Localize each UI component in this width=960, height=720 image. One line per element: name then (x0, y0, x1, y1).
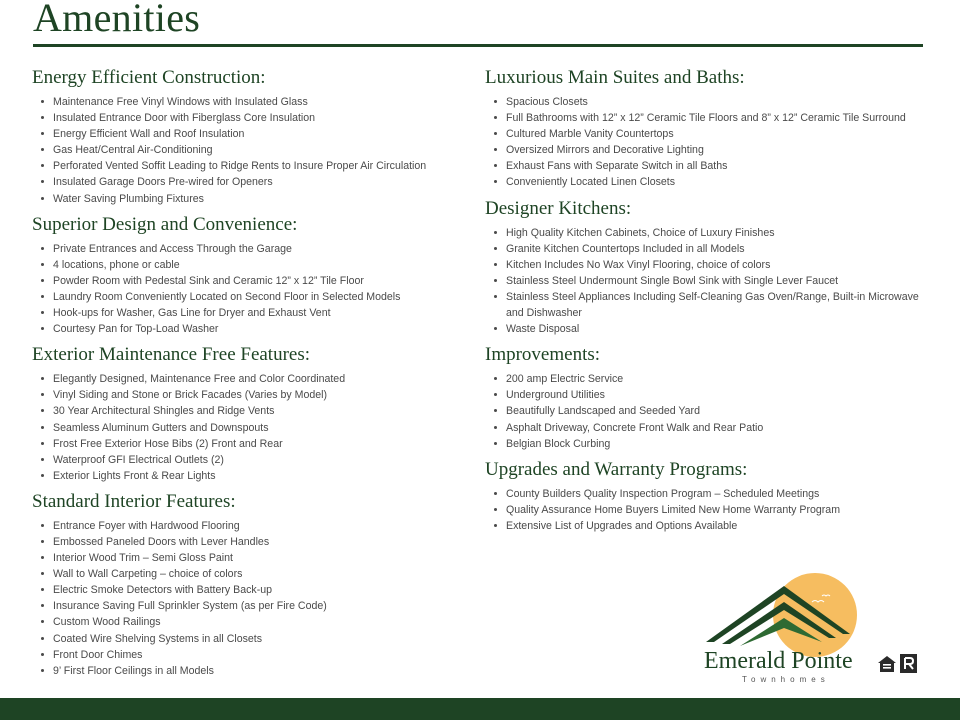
amenity-section (32, 343, 452, 484)
section-heading: Upgrades and Warranty Programs: (485, 458, 748, 480)
section-heading: Standard Interior Features: (32, 490, 236, 512)
amenity-list (485, 225, 925, 338)
logo-name: Emerald Pointe (704, 648, 853, 674)
list-item: Granite Kitchen Countertops Included in all Models (485, 241, 925, 257)
list-item: Water Saving Plumbing Fixtures (32, 191, 452, 207)
amenity-list (32, 94, 452, 207)
amenity-section (485, 66, 925, 191)
list-item: Frost Free Exterior Hose Bibs (2) Front and Rear (32, 436, 452, 452)
list-item: Electric Smoke Detectors with Battery Back-up (32, 582, 452, 598)
list-item: Extensive List of Upgrades and Options Available (485, 518, 925, 534)
amenity-list (32, 241, 452, 338)
list-item: Entrance Foyer with Hardwood Flooring (32, 518, 452, 534)
list-item: 9’ First Floor Ceilings in all Models (32, 663, 452, 679)
list-item: Coated Wire Shelving Systems in all Closets (32, 631, 452, 647)
logo-subtitle: Townhomes (742, 675, 830, 684)
list-item: Spacious Closets (485, 94, 925, 110)
amenity-section (485, 343, 925, 451)
list-item: Interior Wood Trim – Semi Gloss Paint (32, 550, 452, 566)
list-item: Oversized Mirrors and Decorative Lighting (485, 142, 925, 158)
list-item: Stainless Steel Undermount Single Bowl Sink with Single Lever Faucet (485, 273, 925, 289)
amenity-list (485, 371, 925, 451)
list-item: Front Door Chimes (32, 647, 452, 663)
right-column (485, 66, 925, 540)
list-item: Seamless Aluminum Gutters and Downspouts (32, 420, 452, 436)
realtor-icon (900, 654, 917, 673)
amenity-list (32, 371, 452, 484)
list-item: County Builders Quality Inspection Program – Scheduled Meetings (485, 486, 925, 502)
amenity-section (32, 213, 452, 338)
list-item: Insulated Entrance Door with Fiberglass Core Insulation (32, 110, 452, 126)
list-item: Powder Room with Pedestal Sink and Ceramic 12” x 12” Tile Floor (32, 273, 452, 289)
list-item: Underground Utilities (485, 387, 925, 403)
section-heading: Energy Efficient Construction: (32, 67, 266, 88)
left-column (32, 66, 452, 685)
amenity-list (32, 518, 452, 679)
list-item: Full Bathrooms with 12” x 12” Ceramic Tile Floors and 8” x 12” Ceramic Tile Surround (485, 110, 925, 126)
list-item: Hook-ups for Washer, Gas Line for Dryer and Exhaust Vent (32, 305, 452, 321)
list-item: Belgian Block Curbing (485, 436, 925, 452)
list-item: Private Entrances and Access Through the Garage (32, 241, 452, 257)
list-item: Stainless Steel Appliances Including Self-Cleaning Gas Oven/Range, Built-in Microwave and Dishwasher (485, 289, 925, 321)
list-item: Waterproof GFI Electrical Outlets (2) (32, 452, 452, 468)
amenity-section (32, 490, 452, 679)
section-heading: Luxurious Main Suites and Baths: (485, 67, 745, 88)
list-item: Elegantly Designed, Maintenance Free and Color Coordinated (32, 371, 452, 387)
list-item: Waste Disposal (485, 321, 925, 337)
list-item: Exhaust Fans with Separate Switch in all Baths (485, 158, 925, 174)
list-item: Wall to Wall Carpeting – choice of colors (32, 566, 452, 582)
list-item: Asphalt Driveway, Concrete Front Walk and Rear Patio (485, 420, 925, 436)
title-divider (33, 44, 923, 47)
section-heading: Designer Kitchens: (485, 197, 632, 219)
list-item: Embossed Paneled Doors with Lever Handles (32, 534, 452, 550)
list-item: Energy Efficient Wall and Roof Insulation (32, 126, 452, 142)
list-item: Cultured Marble Vanity Countertops (485, 126, 925, 142)
section-heading: Improvements: (485, 344, 601, 366)
list-item: 4 locations, phone or cable (32, 257, 452, 273)
list-item: Perforated Vented Soffit Leading to Ridge Rents to Insure Proper Air Circulation (32, 158, 452, 174)
amenity-section (32, 66, 452, 207)
list-item: Courtesy Pan for Top-Load Washer (32, 321, 452, 337)
equal-housing-icon (877, 655, 897, 673)
list-item: Laundry Room Conveniently Located on Second Floor in Selected Models (32, 289, 452, 305)
page-title: Amenities (33, 0, 201, 40)
list-item: Quality Assurance Home Buyers Limited New Home Warranty Program (485, 502, 925, 518)
list-item: 30 Year Architectural Shingles and Ridge Vents (32, 403, 452, 419)
amenity-section (485, 197, 925, 338)
section-heading: Superior Design and Convenience: (32, 213, 298, 235)
list-item: Exterior Lights Front & Rear Lights (32, 468, 452, 484)
list-item: Vinyl Siding and Stone or Brick Facades (Varies by Model) (32, 387, 452, 403)
section-heading: Exterior Maintenance Free Features: (32, 344, 311, 366)
list-item: 200 amp Electric Service (485, 371, 925, 387)
footer-band (0, 698, 960, 720)
list-item: Insulated Garage Doors Pre-wired for Openers (32, 174, 452, 190)
list-item: Insurance Saving Full Sprinkler System (as per Fire Code) (32, 598, 452, 614)
list-item: Gas Heat/Central Air-Conditioning (32, 142, 452, 158)
list-item: Kitchen Includes No Wax Vinyl Flooring, choice of colors (485, 257, 925, 273)
list-item: High Quality Kitchen Cabinets, Choice of Luxury Finishes (485, 225, 925, 241)
amenity-list (485, 94, 925, 191)
list-item: Maintenance Free Vinyl Windows with Insulated Glass (32, 94, 452, 110)
amenity-list (485, 486, 925, 534)
list-item: Conveniently Located Linen Closets (485, 174, 925, 190)
amenity-section (485, 458, 925, 534)
list-item: Beautifully Landscaped and Seeded Yard (485, 403, 925, 419)
list-item: Custom Wood Railings (32, 614, 452, 630)
